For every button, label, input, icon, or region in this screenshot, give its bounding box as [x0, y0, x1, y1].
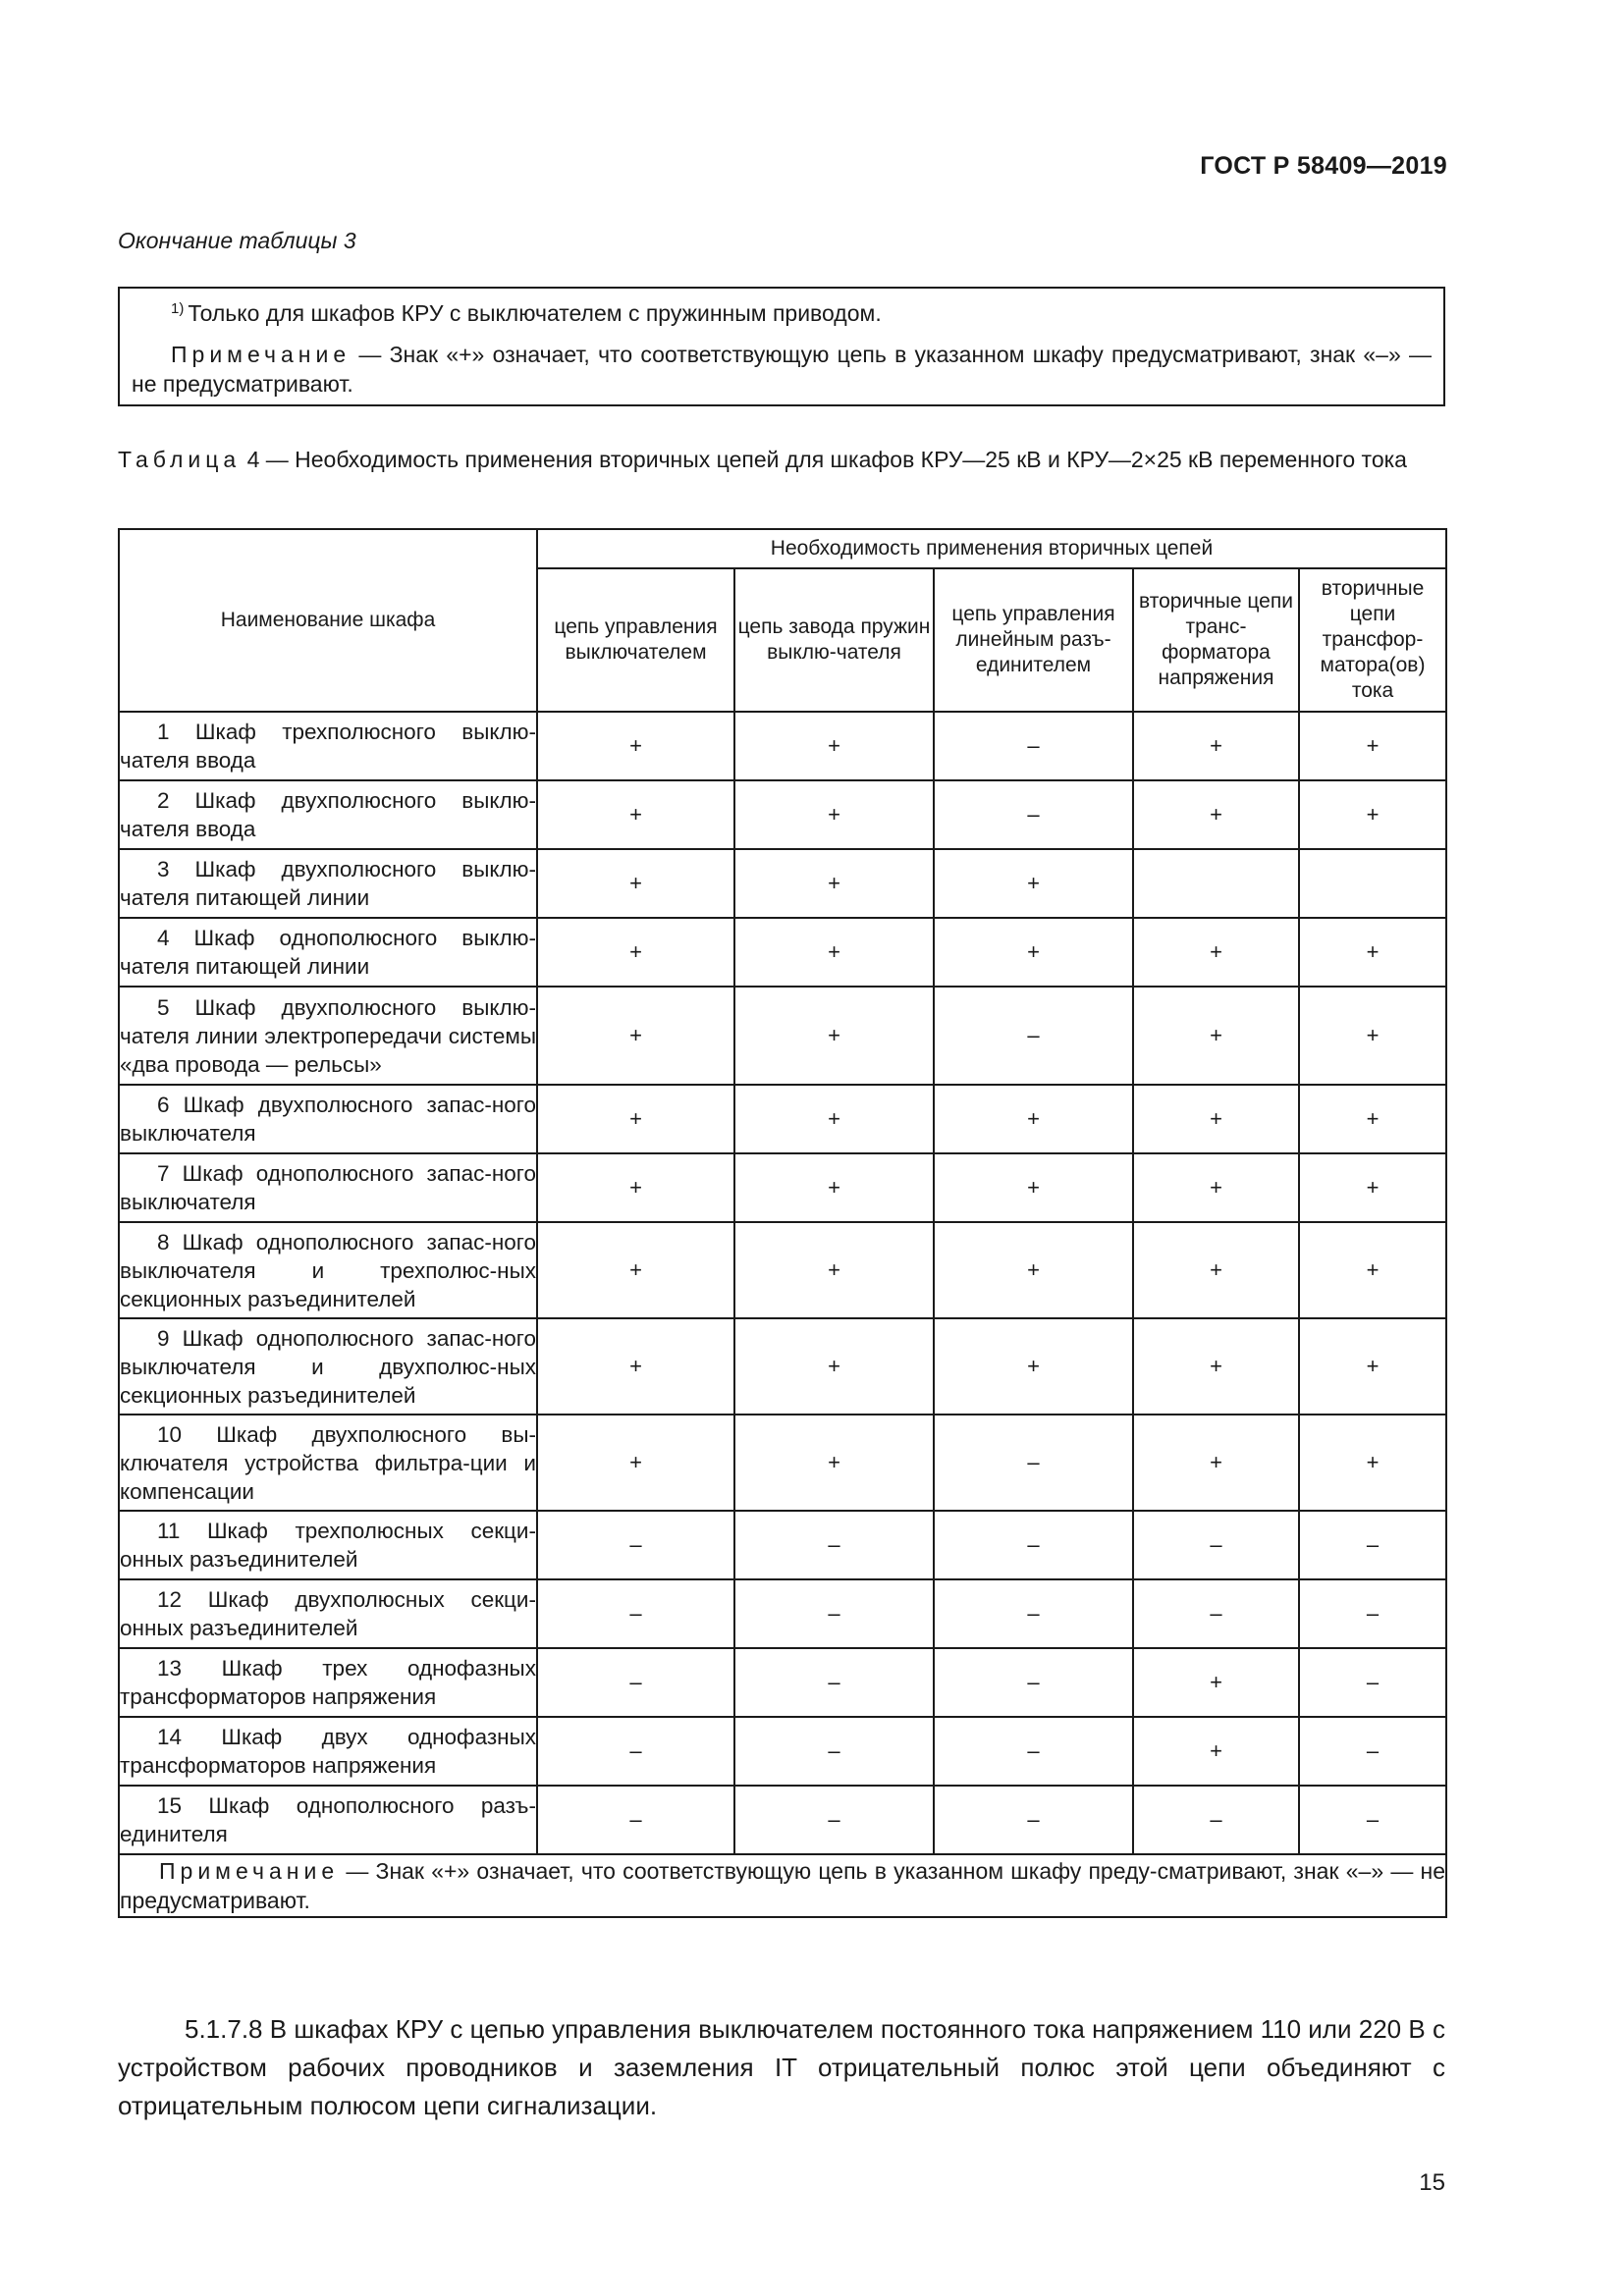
row-name-text: Шкаф двухполюсного выклю-чателя питающей линии [120, 857, 536, 910]
table-row [119, 1085, 1446, 1153]
cell-value: – [537, 1648, 734, 1717]
column-header: цепь завода пружин выклю-чателя [734, 568, 934, 712]
row-name-text: Шкаф трех однофазных трансформаторов напряжения [120, 1656, 536, 1709]
table3-notes-box [118, 287, 1445, 406]
cell-value: – [1299, 1579, 1446, 1648]
row-cabinet-name [119, 918, 537, 987]
cell-value: + [537, 918, 734, 987]
cell-value: – [1133, 1579, 1299, 1648]
cell-value: + [1299, 1085, 1446, 1153]
cell-value: + [734, 1085, 934, 1153]
cell-value: + [934, 918, 1133, 987]
table4-caption [118, 444, 1445, 475]
cell-value: + [934, 1085, 1133, 1153]
cell-value: + [934, 1222, 1133, 1318]
row-cabinet-name [119, 1786, 537, 1854]
footnote [132, 294, 1432, 328]
row-name-text: Шкаф двух однофазных трансформаторов напряжения [120, 1725, 536, 1778]
table-row [119, 712, 1446, 780]
cell-value: + [537, 1318, 734, 1415]
row-cabinet-name [119, 1222, 537, 1318]
cell-value: + [934, 1153, 1133, 1222]
table-row [119, 918, 1446, 987]
cell-value: – [537, 1786, 734, 1854]
cell-value: + [734, 1222, 934, 1318]
row-cabinet-name [119, 780, 537, 849]
row-name-text: Шкаф двухполюсного запас-ного выключателя [120, 1093, 536, 1146]
row-number: 12 [157, 1587, 183, 1612]
cell-value: + [934, 1318, 1133, 1415]
row-cabinet-name [119, 1415, 537, 1511]
row-number: 10 [157, 1421, 183, 1447]
header-group: Необходимость применения вторичных цепей [537, 529, 1446, 568]
table-row [119, 1222, 1446, 1318]
footnote-mark: 1) [171, 300, 185, 317]
cell-value: + [1133, 712, 1299, 780]
table-continuation-title: Окончание таблицы 3 [118, 228, 356, 253]
cell-value: + [1133, 1085, 1299, 1153]
cell-value: + [734, 1318, 934, 1415]
column-header: вторичные цепи транс-форматора напряжения [1133, 568, 1299, 712]
cell-value: – [537, 1511, 734, 1579]
cell-value: + [1299, 918, 1446, 987]
table-row [119, 1153, 1446, 1222]
note-text: — Знак «+» означает, что соответствующую цепь в указанном шкафу предусматривают, знак «–» — не предусматривают. [132, 342, 1432, 397]
row-number: 3 [157, 857, 170, 881]
row-name-text: Шкаф однополюсного выклю-чателя питающей линии [120, 926, 536, 979]
cell-value [1133, 849, 1299, 918]
column-header: цепь управления линейным разъ-единителем [934, 568, 1133, 712]
cell-value: + [1133, 987, 1299, 1085]
cell-value: – [1133, 1511, 1299, 1579]
cell-value: – [934, 1648, 1133, 1717]
row-cabinet-name [119, 712, 537, 780]
row-number: 13 [157, 1656, 183, 1681]
cell-value: + [1299, 1222, 1446, 1318]
cell-value: – [934, 712, 1133, 780]
row-cabinet-name [119, 1579, 537, 1648]
table4 [118, 528, 1447, 1918]
cell-value: – [734, 1511, 934, 1579]
row-number: 2 [157, 788, 170, 813]
row-cabinet-name [119, 1085, 537, 1153]
note-label: Примечание [171, 342, 352, 367]
cell-value: + [734, 780, 934, 849]
cell-value: + [734, 849, 934, 918]
table-row [119, 1415, 1446, 1511]
row-name-text: Шкаф двухполюсного вы-ключателя устройства фильтра-ции и компенсации [120, 1421, 536, 1504]
row-name-text: Шкаф однополюсного разъ-единителя [120, 1793, 536, 1846]
header-cabinet-name: Наименование шкафа [119, 529, 537, 712]
cell-value: – [1299, 1511, 1446, 1579]
cell-value: + [734, 712, 934, 780]
cell-value: – [734, 1717, 934, 1786]
row-cabinet-name [119, 1153, 537, 1222]
cell-value: + [1133, 1222, 1299, 1318]
table-row [119, 1786, 1446, 1854]
cell-value: – [537, 1717, 734, 1786]
note-text: — Знак «+» означает, что соответствующую цепь в указанном шкафу преду-сматривают, знак «–» — не предусматривают. [120, 1858, 1446, 1913]
row-name-text: Шкаф двухполюсных секци-онных разъединителей [120, 1587, 536, 1640]
row-name-text: Шкаф двухполюсного выклю-чателя ввода [120, 788, 536, 841]
cell-value: – [934, 780, 1133, 849]
table-row [119, 780, 1446, 849]
row-number: 8 [157, 1229, 170, 1255]
cell-value: – [934, 1511, 1133, 1579]
cell-value: + [537, 1415, 734, 1511]
table4-note-row [119, 1854, 1446, 1917]
table-row [119, 1511, 1446, 1579]
table-row [119, 849, 1446, 918]
cell-value: + [1299, 712, 1446, 780]
table4-caption-text: 4 — Необходимость применения вторичных цепей для шкафов КРУ—25 кВ и КРУ—2×25 кВ переменного тока [241, 447, 1407, 472]
cell-value: + [1299, 987, 1446, 1085]
cell-value: – [734, 1786, 934, 1854]
paragraph-5-1-7-8 [118, 2010, 1445, 2125]
row-number: 15 [157, 1793, 183, 1818]
cell-value: + [537, 1222, 734, 1318]
cell-value: – [1299, 1648, 1446, 1717]
table4-caption-label: Таблица [118, 447, 242, 472]
cell-value: + [1133, 918, 1299, 987]
row-number: 1 [157, 720, 170, 744]
row-name-text: Шкаф однополюсного запас-ного выключателя и трехполюс-ных секционных разъединителей [120, 1229, 536, 1311]
row-name-text: Шкаф двухполюсного выклю-чателя линии электропередачи системы «два провода — рельсы» [120, 994, 536, 1077]
cell-value: + [537, 712, 734, 780]
cell-value: + [734, 1153, 934, 1222]
row-number: 14 [157, 1725, 183, 1749]
column-header: цепь управления выключателем [537, 568, 734, 712]
cell-value: + [934, 849, 1133, 918]
row-name-text: Шкаф однополюсного запас-ного выключателя и двухполюс-ных секционных разъединителей [120, 1325, 536, 1408]
cell-value: – [537, 1579, 734, 1648]
cell-value: + [1299, 1153, 1446, 1222]
cell-value: + [1133, 1318, 1299, 1415]
table4-note [119, 1854, 1446, 1917]
cell-value: + [734, 918, 934, 987]
cell-value: + [734, 1415, 934, 1511]
cell-value: – [934, 1579, 1133, 1648]
row-cabinet-name [119, 1648, 537, 1717]
cell-value: + [537, 780, 734, 849]
cell-value: + [1133, 1717, 1299, 1786]
cell-value: + [734, 987, 934, 1085]
cell-value: – [1299, 1786, 1446, 1854]
row-name-text: Шкаф трехполюсного выклю-чателя ввода [120, 720, 536, 773]
row-number: 7 [157, 1161, 170, 1186]
cell-value: + [1299, 780, 1446, 849]
cell-value: + [1299, 1318, 1446, 1415]
cell-value: + [537, 849, 734, 918]
row-cabinet-name [119, 987, 537, 1085]
table-row [119, 1648, 1446, 1717]
note-label: Примечание [159, 1858, 340, 1884]
cell-value: + [537, 1153, 734, 1222]
cell-value: – [934, 1786, 1133, 1854]
row-number: 11 [157, 1519, 181, 1543]
row-cabinet-name [119, 849, 537, 918]
table3-note [132, 340, 1432, 399]
cell-value: + [1299, 1415, 1446, 1511]
cell-value [1299, 849, 1446, 918]
cell-value: + [1133, 1415, 1299, 1511]
table-row [119, 1717, 1446, 1786]
cell-value: – [934, 1415, 1133, 1511]
document-code: ГОСТ Р 58409—2019 [1200, 152, 1447, 180]
row-number: 4 [157, 926, 170, 950]
cell-value: + [1133, 1153, 1299, 1222]
cell-value: + [1133, 1648, 1299, 1717]
cell-value: + [537, 987, 734, 1085]
page-number: 15 [1419, 2169, 1445, 2196]
row-cabinet-name [119, 1318, 537, 1415]
cell-value: – [1299, 1717, 1446, 1786]
row-cabinet-name [119, 1717, 537, 1786]
table-row [119, 1318, 1446, 1415]
row-cabinet-name [119, 1511, 537, 1579]
table-row [119, 1579, 1446, 1648]
paragraph-text: 5.1.7.8 В шкафах КРУ с цепью управления выключателем постоянного тока напряжением 110 или 220 В с устройством рабочих проводников и заземления IT отрицательный полюс этой цепи объединяют с отрицательным полюсом цепи сигнализации. [118, 2014, 1445, 2120]
cell-value: – [734, 1579, 934, 1648]
row-name-text: Шкаф трехполюсных секци-онных разъединителей [120, 1519, 536, 1572]
cell-value: – [934, 987, 1133, 1085]
row-name-text: Шкаф однополюсного запас-ного выключателя [120, 1161, 536, 1214]
footnote-text: Только для шкафов КРУ с выключателем с пружинным приводом. [188, 300, 882, 326]
cell-value: + [537, 1085, 734, 1153]
column-header: вторичные цепи трансфор-матора(ов) тока [1299, 568, 1446, 712]
cell-value: – [1133, 1786, 1299, 1854]
table-row [119, 987, 1446, 1085]
row-number: 9 [157, 1325, 170, 1351]
row-number: 6 [157, 1093, 170, 1117]
cell-value: – [734, 1648, 934, 1717]
cell-value: + [1133, 780, 1299, 849]
row-number: 5 [157, 994, 170, 1020]
cell-value: – [934, 1717, 1133, 1786]
